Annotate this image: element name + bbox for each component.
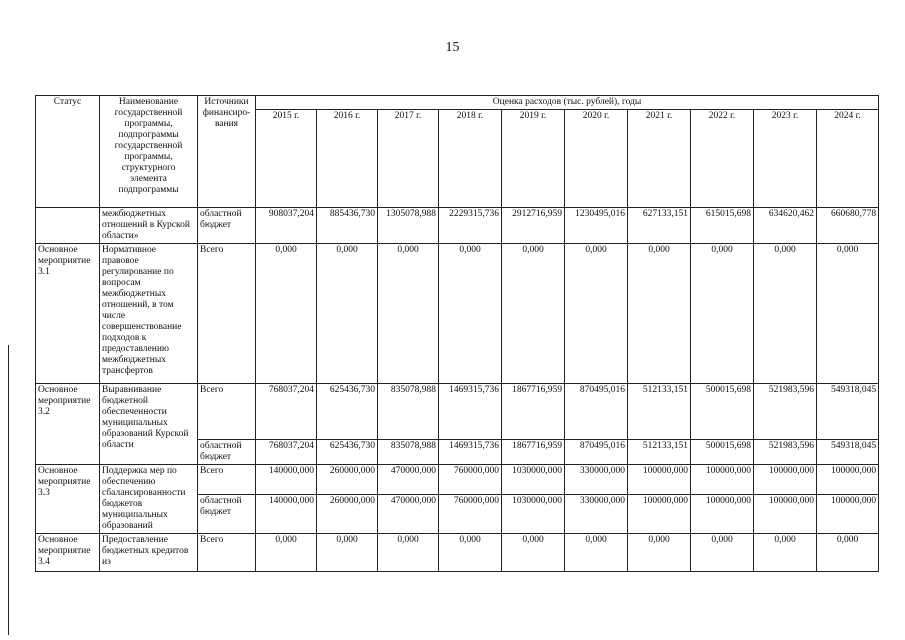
value-cell: 140000,000 bbox=[256, 495, 317, 534]
value-cell: 0,000 bbox=[439, 534, 502, 572]
table-row bbox=[36, 244, 879, 384]
value-cell: 615015,698 bbox=[691, 208, 754, 244]
value-cell: 0,000 bbox=[439, 244, 502, 384]
source-cell: областной бюджет bbox=[198, 495, 256, 534]
value-cell: 549318,045 bbox=[817, 440, 879, 465]
header-status: Статус bbox=[36, 96, 100, 208]
value-cell: 0,000 bbox=[754, 244, 817, 384]
value-cell: 760000,000 bbox=[439, 465, 502, 495]
value-cell: 0,000 bbox=[378, 534, 439, 572]
value-cell: 100000,000 bbox=[817, 465, 879, 495]
source-cell: Всего bbox=[198, 384, 256, 440]
name-cell: межбюджетных отношений в Курской области» bbox=[100, 208, 198, 244]
value-cell: 1469315,736 bbox=[439, 384, 502, 440]
margin-line bbox=[8, 345, 9, 635]
value-cell: 1469315,736 bbox=[439, 440, 502, 465]
value-cell: 835078,988 bbox=[378, 384, 439, 440]
source-cell: Всего bbox=[198, 465, 256, 495]
name-cell: Выравнивание бюджетной обеспеченности муниципальных образований Курской области bbox=[100, 384, 198, 465]
value-cell: 0,000 bbox=[817, 534, 879, 572]
value-cell: 870495,016 bbox=[565, 440, 628, 465]
value-cell: 521983,596 bbox=[754, 440, 817, 465]
value-cell: 1867716,959 bbox=[502, 384, 565, 440]
value-cell: 0,000 bbox=[565, 534, 628, 572]
value-cell: 0,000 bbox=[317, 244, 378, 384]
value-cell: 1230495,016 bbox=[565, 208, 628, 244]
source-cell: Всего bbox=[198, 534, 256, 572]
source-cell: Всего bbox=[198, 244, 256, 384]
expenses-table bbox=[35, 95, 879, 572]
status-cell: Основное мероприятие 3.1 bbox=[36, 244, 100, 384]
value-cell: 100000,000 bbox=[754, 495, 817, 534]
value-cell: 660680,778 bbox=[817, 208, 879, 244]
value-cell: 1867716,959 bbox=[502, 440, 565, 465]
value-cell: 768037,204 bbox=[256, 440, 317, 465]
name-cell: Предоставление бюджетных кредитов из bbox=[100, 534, 198, 572]
value-cell: 260000,000 bbox=[317, 495, 378, 534]
value-cell: 0,000 bbox=[317, 534, 378, 572]
status-cell: Основное мероприятие 3.4 bbox=[36, 534, 100, 572]
value-cell: 0,000 bbox=[754, 534, 817, 572]
header-year: 2020 г. bbox=[565, 110, 628, 208]
header-name: Наименование государственной программы, подпрограммы государственной программы, структурного элемента подпрограммы bbox=[100, 96, 198, 208]
header-year: 2017 г. bbox=[378, 110, 439, 208]
value-cell: 470000,000 bbox=[378, 465, 439, 495]
value-cell: 1030000,000 bbox=[502, 465, 565, 495]
value-cell: 0,000 bbox=[628, 244, 691, 384]
value-cell: 521983,596 bbox=[754, 384, 817, 440]
value-cell: 512133,151 bbox=[628, 384, 691, 440]
value-cell: 500015,698 bbox=[691, 440, 754, 465]
value-cell: 627133,151 bbox=[628, 208, 691, 244]
value-cell: 549318,045 bbox=[817, 384, 879, 440]
header-year: 2015 г. bbox=[256, 110, 317, 208]
value-cell: 1030000,000 bbox=[502, 495, 565, 534]
table-row bbox=[36, 208, 879, 244]
table-row bbox=[36, 384, 879, 440]
value-cell: 760000,000 bbox=[439, 495, 502, 534]
value-cell: 100000,000 bbox=[628, 495, 691, 534]
value-cell: 100000,000 bbox=[691, 495, 754, 534]
value-cell: 2229315,736 bbox=[439, 208, 502, 244]
page-number: 15 bbox=[445, 40, 460, 55]
value-cell: 0,000 bbox=[502, 534, 565, 572]
value-cell: 0,000 bbox=[565, 244, 628, 384]
name-cell: Поддержка мер по обеспечению сбалансированности бюджетов муниципальных образований bbox=[100, 465, 198, 534]
status-cell: Основное мероприятие 3.3 bbox=[36, 465, 100, 534]
value-cell: 0,000 bbox=[691, 534, 754, 572]
source-cell: областной бюджет bbox=[198, 440, 256, 465]
header-source: Источники финансиро-вания bbox=[198, 96, 256, 208]
status-cell: Основное мероприятие 3.2 bbox=[36, 384, 100, 465]
value-cell: 2912716,959 bbox=[502, 208, 565, 244]
value-cell: 768037,204 bbox=[256, 384, 317, 440]
value-cell: 100000,000 bbox=[628, 465, 691, 495]
value-cell: 100000,000 bbox=[817, 495, 879, 534]
header-expenses: Оценка расходов (тыс. рублей), годы bbox=[256, 96, 879, 110]
name-cell: Нормативное правовое регулирование по вопросам межбюджетных отношений, в том числе совершенствование подходов к предоставлению межбюджетных трансфертов bbox=[100, 244, 198, 384]
value-cell: 140000,000 bbox=[256, 465, 317, 495]
value-cell: 634620,462 bbox=[754, 208, 817, 244]
value-cell: 0,000 bbox=[256, 534, 317, 572]
value-cell: 330000,000 bbox=[565, 495, 628, 534]
value-cell: 512133,151 bbox=[628, 440, 691, 465]
header-year: 2018 г. bbox=[439, 110, 502, 208]
header-year: 2024 г. bbox=[817, 110, 879, 208]
table-row bbox=[36, 534, 879, 572]
value-cell: 500015,698 bbox=[691, 384, 754, 440]
header-row-top bbox=[36, 96, 879, 110]
value-cell: 1305078,988 bbox=[378, 208, 439, 244]
source-cell: областной бюджет bbox=[198, 208, 256, 244]
value-cell: 0,000 bbox=[378, 244, 439, 384]
header-year: 2019 г. bbox=[502, 110, 565, 208]
value-cell: 908037,204 bbox=[256, 208, 317, 244]
value-cell: 0,000 bbox=[256, 244, 317, 384]
value-cell: 0,000 bbox=[502, 244, 565, 384]
value-cell: 835078,988 bbox=[378, 440, 439, 465]
value-cell: 885436,730 bbox=[317, 208, 378, 244]
header-year: 2023 г. bbox=[754, 110, 817, 208]
header-year: 2022 г. bbox=[691, 110, 754, 208]
value-cell: 100000,000 bbox=[691, 465, 754, 495]
value-cell: 625436,730 bbox=[317, 384, 378, 440]
value-cell: 0,000 bbox=[691, 244, 754, 384]
value-cell: 625436,730 bbox=[317, 440, 378, 465]
table-row bbox=[36, 465, 879, 495]
value-cell: 870495,016 bbox=[565, 384, 628, 440]
status-cell bbox=[36, 208, 100, 244]
value-cell: 470000,000 bbox=[378, 495, 439, 534]
value-cell: 100000,000 bbox=[754, 465, 817, 495]
value-cell: 0,000 bbox=[628, 534, 691, 572]
value-cell: 330000,000 bbox=[565, 465, 628, 495]
header-year: 2021 г. bbox=[628, 110, 691, 208]
value-cell: 0,000 bbox=[817, 244, 879, 384]
header-year: 2016 г. bbox=[317, 110, 378, 208]
value-cell: 260000,000 bbox=[317, 465, 378, 495]
